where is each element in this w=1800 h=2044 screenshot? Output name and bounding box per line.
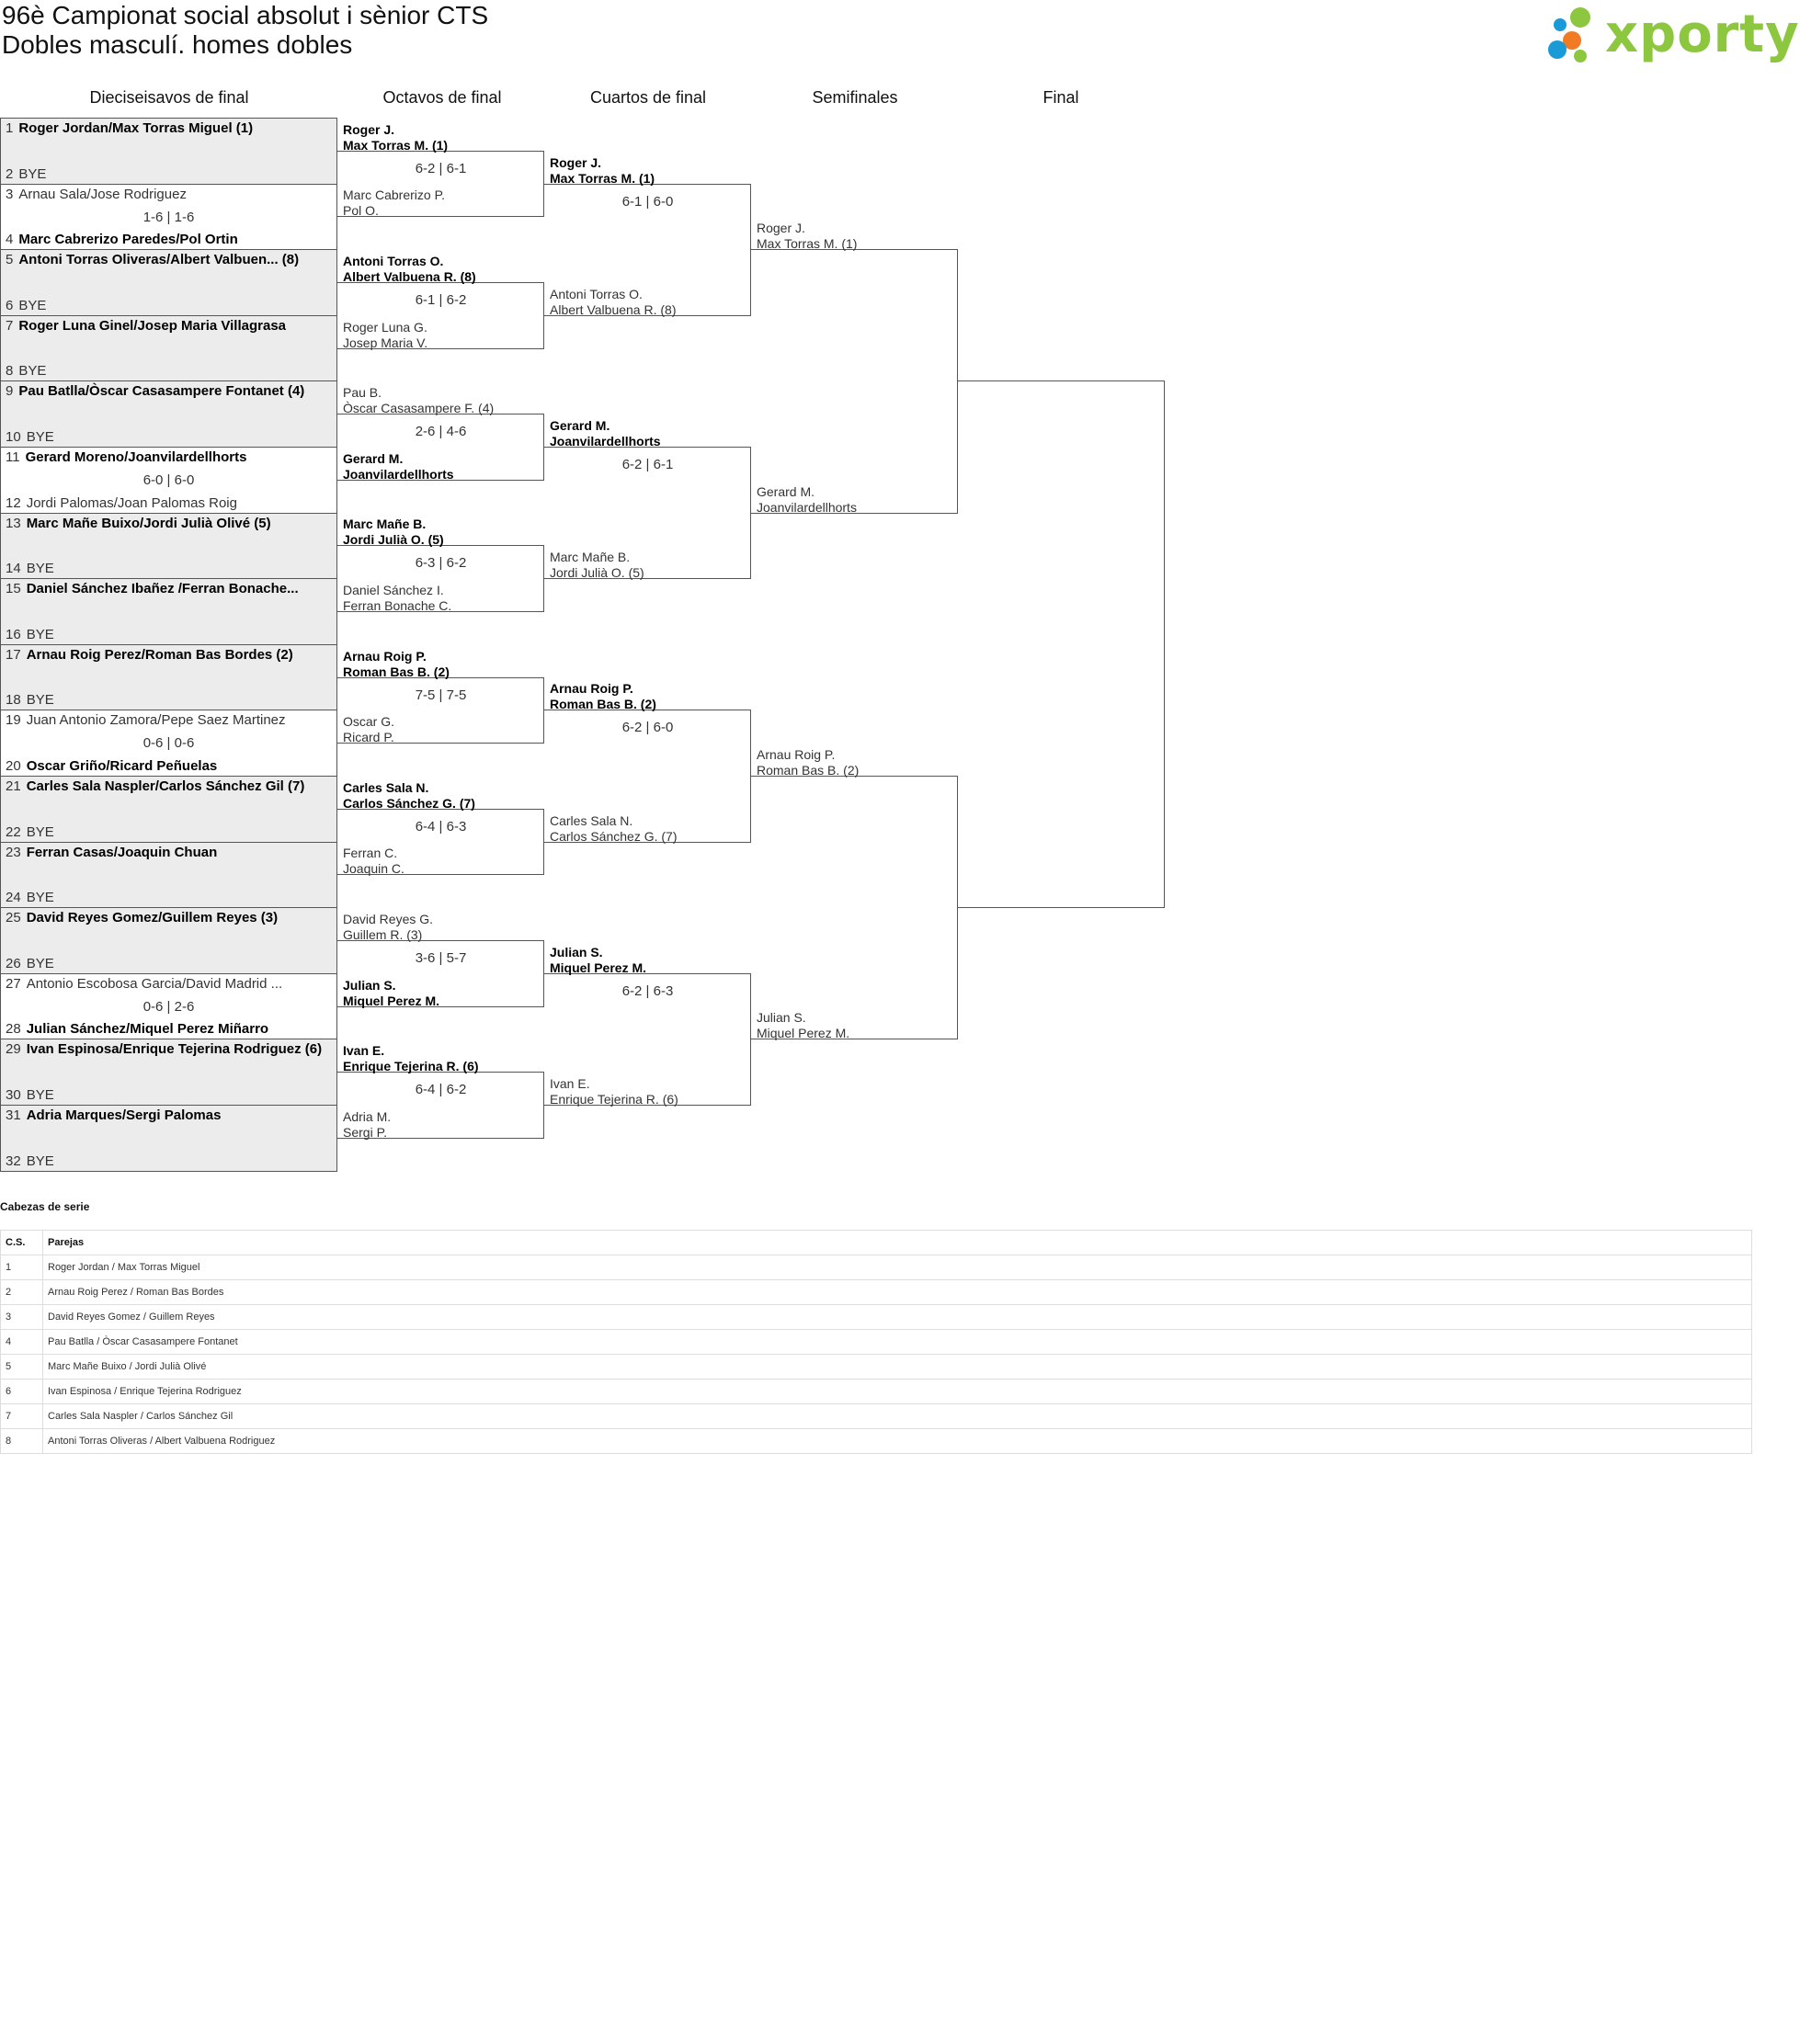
seed-number: 32 (6, 1153, 21, 1169)
team-name[interactable]: Arnau Roig P. (550, 681, 633, 697)
team-line[interactable] (6, 383, 332, 399)
match-score: 1-6 | 1-6 (142, 209, 195, 225)
match-box (0, 118, 337, 185)
seed-number: 11 (6, 449, 20, 465)
team-line[interactable] (6, 890, 332, 905)
match-box (0, 710, 337, 777)
team-name[interactable]: Roger J. (757, 221, 805, 236)
team-name[interactable]: Julian S. (343, 977, 396, 993)
seed-pair: Arnau Roig Perez / Roman Bas Bordes (43, 1280, 1752, 1305)
team-name[interactable]: Roman Bas B. (2) (757, 763, 860, 778)
team-name[interactable]: Enrique Tejerina R. (6) (343, 1059, 479, 1074)
team-name[interactable]: Carlos Sánchez G. (7) (343, 795, 475, 811)
match-score: 0-6 | 2-6 (142, 998, 195, 1015)
team-name[interactable]: Gerard M. (550, 418, 610, 433)
seed-cs: 2 (1, 1280, 43, 1305)
seed-number: 13 (6, 515, 21, 531)
team-name[interactable]: Gerard M. (757, 483, 815, 499)
match-score: 6-3 | 6-2 (415, 555, 467, 572)
match-box (0, 315, 337, 382)
team-name[interactable]: Daniel Sánchez I. (343, 583, 444, 597)
seeds-col-pairs: Parejas (43, 1231, 1752, 1255)
team-name: Arnau Roig Perez/Roman Bas Bordes (2) (26, 646, 293, 663)
team-name: BYE (18, 297, 47, 313)
team-line[interactable] (6, 1087, 332, 1103)
team-name[interactable]: Miquel Perez M. (757, 1026, 850, 1041)
seed-row (1, 1330, 1752, 1355)
seeds-table (0, 1230, 1752, 1454)
seed-number: 12 (6, 494, 21, 511)
page-title: 96è Campionat social absolut i sènior CTS (2, 1, 489, 29)
team-name: Gerard Moreno/Joanvilardellhorts (25, 449, 247, 465)
team-name: BYE (18, 165, 47, 182)
team-name[interactable]: Josep Maria V. (343, 335, 428, 350)
team-name: Arnau Sala/Jose Rodriguez (18, 186, 187, 202)
round-header: Cuartos de final (589, 88, 707, 107)
seed-row (1, 1355, 1752, 1380)
seed-pair: Ivan Espinosa / Enrique Tejerina Rodriguez (43, 1380, 1752, 1404)
team-name[interactable]: Roger J. (550, 154, 602, 170)
team-name[interactable]: Ivan E. (343, 1043, 385, 1059)
team-line[interactable] (6, 298, 332, 313)
team-name[interactable]: Max Torras M. (1) (550, 170, 655, 186)
seed-pair: Roger Jordan / Max Torras Miguel (43, 1255, 1752, 1280)
team-name[interactable]: David Reyes G. (343, 912, 434, 926)
seed-number: 7 (6, 317, 14, 334)
team-name[interactable]: Ferran Bonache C. (343, 598, 452, 613)
match-score: 6-2 | 6-0 (621, 720, 674, 736)
team-name: BYE (26, 692, 54, 709)
seeds-col-cs: C.S. (1, 1231, 43, 1255)
team-line[interactable] (6, 561, 332, 576)
seed-number: 27 (6, 975, 21, 992)
seed-pair: Pau Batlla / Òscar Casasampere Fontanet (43, 1330, 1752, 1355)
seed-pair: Carles Sala Naspler / Carlos Sánchez Gil (43, 1404, 1752, 1429)
seed-cs: 7 (1, 1404, 43, 1429)
team-name[interactable]: Sergi P. (343, 1124, 387, 1140)
match-score: 7-5 | 7-5 (415, 687, 467, 703)
match-score: 2-6 | 4-6 (415, 424, 467, 440)
team-name: Marc Mañe Buixo/Jordi Julià Olivé (5) (26, 515, 271, 531)
team-line[interactable] (6, 495, 332, 511)
seed-cs: 5 (1, 1355, 43, 1380)
team-line[interactable] (6, 232, 332, 247)
match-box (0, 447, 337, 514)
match-score: 6-1 | 6-0 (621, 193, 674, 210)
xporty-logo (1548, 5, 1800, 66)
bracket-connector (751, 249, 958, 513)
team-name[interactable]: Roger Luna G. (343, 319, 427, 335)
team-line[interactable] (6, 712, 332, 728)
team-name[interactable]: Julian S. (757, 1010, 806, 1026)
match-score: 3-6 | 5-7 (415, 950, 467, 966)
seed-number: 6 (6, 297, 14, 313)
team-line[interactable] (6, 252, 332, 267)
seed-number: 9 (6, 383, 14, 400)
round-header: Final (1042, 88, 1079, 107)
team-name[interactable]: Ricard P. (343, 730, 394, 745)
team-name[interactable]: Joaquin C. (343, 861, 404, 877)
team-name: BYE (26, 1153, 54, 1169)
team-line[interactable] (6, 581, 332, 596)
seed-row (1, 1429, 1752, 1454)
team-name[interactable]: Marc Cabrerizo P. (343, 187, 446, 203)
seeds-title: Cabezas de serie (0, 1200, 90, 1213)
team-line[interactable] (6, 692, 332, 708)
seed-row (1, 1280, 1752, 1305)
team-name: Roger Jordan/Max Torras Miguel (1) (18, 120, 254, 136)
team-name[interactable]: Max Torras M. (1) (343, 137, 449, 153)
round-header: Semifinales (812, 88, 898, 107)
seed-number: 16 (6, 626, 21, 642)
team-name[interactable]: Arnau Roig P. (757, 747, 836, 762)
team-name[interactable]: Julian S. (550, 944, 603, 960)
seed-number: 3 (6, 186, 14, 202)
seeds-header-row (1, 1231, 1752, 1255)
seed-number: 29 (6, 1041, 21, 1058)
match-score: 6-0 | 6-0 (142, 472, 195, 488)
team-line[interactable] (6, 1041, 332, 1057)
team-name[interactable]: Roman Bas B. (2) (550, 697, 656, 712)
team-line[interactable] (6, 956, 332, 971)
team-name: BYE (26, 823, 54, 840)
team-name[interactable]: Joanvilardellhorts (550, 434, 661, 449)
team-line[interactable] (6, 824, 332, 840)
team-name[interactable]: Jordi Julià O. (5) (343, 532, 444, 548)
seed-number: 15 (6, 581, 21, 597)
team-name: BYE (18, 363, 47, 380)
team-line[interactable] (6, 647, 332, 663)
team-line[interactable] (6, 363, 332, 379)
logo-dot-icon (1574, 50, 1587, 62)
team-name[interactable]: Albert Valbuena R. (8) (343, 269, 476, 284)
seed-number: 8 (6, 363, 14, 380)
logo-dot-icon (1570, 7, 1590, 28)
match-box (0, 380, 337, 448)
match-box (0, 1039, 337, 1106)
seed-number: 2 (6, 165, 14, 182)
seed-number: 20 (6, 757, 21, 774)
team-name[interactable]: Jordi Julià O. (5) (550, 565, 644, 581)
team-line[interactable] (6, 1153, 332, 1169)
match-box (0, 842, 337, 909)
team-name[interactable]: Miquel Perez M. (550, 960, 647, 975)
seed-number: 5 (6, 252, 14, 268)
team-line[interactable] (6, 758, 332, 774)
team-line[interactable] (6, 449, 332, 465)
team-name[interactable]: Miquel Perez M. (343, 993, 440, 1008)
team-name[interactable]: Pol O. (343, 203, 379, 219)
team-name: Oscar Griño/Ricard Peñuelas (26, 757, 218, 774)
team-name[interactable]: Ivan E. (550, 1076, 590, 1091)
team-name: Marc Cabrerizo Paredes/Pol Ortin (18, 232, 238, 248)
final-connector (958, 380, 1165, 908)
team-name: BYE (26, 428, 54, 445)
seed-number: 25 (6, 910, 21, 926)
bracket-connector (751, 776, 958, 1039)
team-name: Ferran Casas/Joaquin Chuan (26, 844, 218, 860)
seed-number: 28 (6, 1021, 21, 1038)
match-score: 6-2 | 6-3 (621, 982, 674, 999)
team-name[interactable]: Marc Mañe B. (550, 550, 631, 565)
match-box (0, 907, 337, 974)
match-box (0, 776, 337, 843)
seed-number: 26 (6, 955, 21, 971)
seed-number: 17 (6, 646, 21, 663)
logo-text: xporty (1605, 5, 1800, 64)
page-subtitle: Dobles masculí. homes dobles (2, 30, 353, 59)
team-name[interactable]: Max Torras M. (1) (757, 236, 858, 252)
seed-cs: 4 (1, 1330, 43, 1355)
seed-number: 10 (6, 428, 21, 445)
seed-row (1, 1255, 1752, 1280)
team-name: Ivan Espinosa/Enrique Tejerina Rodriguez (6) (26, 1041, 323, 1058)
team-name: BYE (26, 955, 54, 971)
team-name: David Reyes Gomez/Guillem Reyes (3) (26, 910, 279, 926)
match-score: 0-6 | 0-6 (142, 735, 195, 752)
match-box (0, 578, 337, 645)
team-name: Roger Luna Ginel/Josep Maria Villagrasa (18, 317, 286, 334)
seed-pair: Antoni Torras Oliveras / Albert Valbuena Rodriguez (43, 1429, 1752, 1454)
seed-cs: 3 (1, 1305, 43, 1330)
seed-number: 1 (6, 120, 14, 136)
match-score: 6-4 | 6-2 (415, 1082, 467, 1098)
logo-dot-icon (1548, 40, 1566, 59)
seed-cs: 6 (1, 1380, 43, 1404)
team-name[interactable]: Oscar G. (343, 714, 395, 730)
team-line[interactable] (6, 187, 332, 202)
seed-number: 4 (6, 232, 14, 248)
team-name: Adria Marques/Sergi Palomas (26, 1107, 222, 1123)
team-line[interactable] (6, 166, 332, 182)
team-name: Carles Sala Naspler/Carlos Sánchez Gil (7) (26, 778, 305, 794)
team-name[interactable]: Adria M. (343, 1108, 392, 1124)
team-name: Juan Antonio Zamora/Pepe Saez Martinez (26, 712, 286, 729)
team-name[interactable]: Marc Mañe B. (343, 517, 427, 532)
team-name: Jordi Palomas/Joan Palomas Roig (26, 494, 237, 511)
seed-number: 14 (6, 561, 21, 577)
team-line[interactable] (6, 845, 332, 860)
team-name[interactable]: Ferran C. (343, 846, 398, 861)
team-name[interactable]: Antoni Torras O. (550, 286, 643, 301)
seed-number: 19 (6, 712, 21, 729)
seed-number: 22 (6, 823, 21, 840)
team-line[interactable] (6, 1021, 332, 1037)
team-name[interactable]: Enrique Tejerina R. (6) (550, 1092, 678, 1107)
team-name[interactable]: Guillem R. (3) (343, 927, 423, 942)
team-name[interactable]: Òscar Casasampere F. (4) (343, 401, 495, 416)
match-box (0, 184, 337, 251)
team-name[interactable]: Carles Sala N. (550, 812, 633, 828)
team-line[interactable] (6, 1107, 332, 1123)
team-name: BYE (26, 561, 54, 577)
match-box (0, 644, 337, 711)
team-line[interactable] (6, 516, 332, 531)
team-name[interactable]: Albert Valbuena R. (8) (550, 301, 677, 317)
logo-dot-icon (1554, 18, 1566, 31)
seed-number: 23 (6, 844, 21, 860)
team-line[interactable] (6, 778, 332, 794)
team-name: BYE (26, 890, 54, 906)
team-line[interactable] (6, 120, 332, 136)
seed-number: 18 (6, 692, 21, 709)
seed-number: 21 (6, 778, 21, 794)
seed-row (1, 1404, 1752, 1429)
match-box (0, 973, 337, 1040)
team-name[interactable]: Roger J. (343, 121, 395, 137)
team-line[interactable] (6, 976, 332, 992)
team-line[interactable] (6, 910, 332, 925)
team-name: BYE (26, 1086, 54, 1103)
match-box (0, 1105, 337, 1172)
seed-number: 31 (6, 1107, 21, 1123)
seed-pair: Marc Mañe Buixo / Jordi Julià Olivé (43, 1355, 1752, 1380)
team-name: Antoni Torras Oliveras/Albert Valbuen... (8) (18, 252, 300, 268)
round-header: Dieciseisavos de final (89, 88, 249, 107)
team-name: Julian Sánchez/Miquel Perez Miñarro (26, 1021, 269, 1038)
seed-row (1, 1380, 1752, 1404)
team-name[interactable]: Joanvilardellhorts (343, 466, 454, 482)
team-name[interactable]: Gerard M. (343, 450, 404, 466)
team-line[interactable] (6, 429, 332, 445)
seed-pair: David Reyes Gomez / Guillem Reyes (43, 1305, 1752, 1330)
seed-cs: 1 (1, 1255, 43, 1280)
team-name: BYE (26, 626, 54, 642)
team-name: Antonio Escobosa Garcia/David Madrid ... (26, 975, 283, 992)
team-line[interactable] (6, 318, 332, 334)
match-score: 6-1 | 6-2 (415, 292, 467, 308)
round-header: Octavos de final (382, 88, 502, 107)
match-box (0, 249, 337, 316)
seed-number: 30 (6, 1086, 21, 1103)
match-score: 6-4 | 6-3 (415, 818, 467, 835)
team-name[interactable]: Antoni Torras O. (343, 254, 444, 268)
match-box (0, 513, 337, 580)
seed-number: 24 (6, 890, 21, 906)
team-line[interactable] (6, 627, 332, 642)
team-name[interactable]: Carlos Sánchez G. (7) (550, 828, 678, 844)
team-name[interactable]: Roman Bas B. (2) (343, 664, 450, 679)
team-name[interactable]: Joanvilardellhorts (757, 499, 857, 515)
team-name[interactable]: Arnau Roig P. (343, 648, 427, 664)
team-name[interactable]: Pau B. (343, 385, 382, 401)
match-score: 6-2 | 6-1 (415, 160, 467, 176)
team-name[interactable]: Carles Sala N. (343, 779, 429, 795)
seed-cs: 8 (1, 1429, 43, 1454)
seed-row (1, 1305, 1752, 1330)
match-score: 6-2 | 6-1 (621, 457, 674, 472)
team-name: Pau Batlla/Òscar Casasampere Fontanet (4) (18, 383, 305, 400)
team-name: Daniel Sánchez Ibañez /Ferran Bonache... (26, 581, 299, 597)
